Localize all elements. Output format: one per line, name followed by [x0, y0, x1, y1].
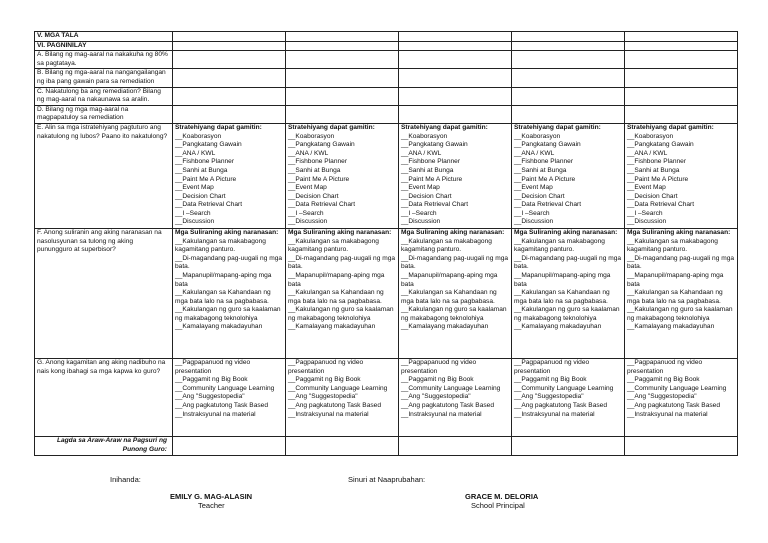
option-item[interactable]: __Ang "Suggestopedia" — [627, 393, 697, 401]
day-cell[interactable] — [512, 105, 625, 123]
row-label-g: G. Anong kagamitan ang aking nadibuho na nais kong ibahagi sa mga kapwa ko guro? — [35, 358, 173, 436]
material-cell[interactable] — [625, 358, 738, 436]
option-item[interactable]: __Kakulangan sa Kahandaan ng mga bata lalo na sa pagbabasa. — [175, 289, 271, 305]
option-item[interactable]: __Fishbone Planner — [627, 158, 687, 166]
principal-title: School Principal — [471, 501, 525, 510]
option-item[interactable]: __Paggamit ng Big Book — [288, 376, 361, 384]
cell-heading: Stratehiyang dapat gamitin: — [627, 123, 714, 131]
option-item[interactable]: __Kakulangan ng guro sa kaalaman ng makabagong teknolohiya — [175, 306, 281, 322]
option-item[interactable]: __ANA / KWL — [627, 149, 668, 157]
day-cell[interactable] — [286, 105, 399, 123]
option-item[interactable]: __Event Map — [175, 184, 214, 192]
option-item[interactable]: __Pagpapanuod ng video presentation — [514, 358, 590, 375]
option-item[interactable]: __Data Retrieval Chart — [288, 201, 356, 209]
strategy-cell[interactable] — [286, 123, 399, 228]
signature-cell[interactable] — [399, 436, 512, 455]
option-item[interactable]: __Decision Chart — [401, 192, 452, 200]
option-item[interactable]: __Kakulangan sa makabagong kagamitang panturo. — [288, 237, 379, 254]
signature-cell[interactable] — [286, 436, 399, 455]
day-cell[interactable] — [286, 69, 399, 87]
cell-heading: Mga Suliraning aking naranasan: — [401, 228, 505, 236]
day-cell[interactable] — [625, 41, 738, 51]
option-item[interactable]: __ANA / KWL — [175, 149, 216, 157]
option-item[interactable]: __Sanhi at Bunga — [401, 166, 454, 174]
option-item[interactable]: __I –Search — [175, 209, 211, 217]
signature-cell[interactable] — [625, 436, 738, 455]
option-item[interactable]: __Fishbone Planner — [288, 158, 348, 166]
signature-cell[interactable] — [173, 436, 286, 455]
option-item[interactable]: __Pagpapanuod ng video presentation — [175, 358, 251, 375]
cell-heading: Mga Suliraning aking naranasan: — [627, 228, 731, 236]
option-item[interactable]: __Paint Me A Picture — [401, 175, 463, 183]
row-c — [35, 87, 738, 105]
day-cell[interactable] — [625, 87, 738, 105]
day-cell[interactable] — [399, 105, 512, 123]
option-item[interactable]: __Kakulangan ng guro sa kaalaman ng makabagong teknolohiya — [288, 306, 394, 322]
option-item[interactable]: __Kakulangan ng guro sa kaalaman ng makabagong teknolohiya — [627, 306, 733, 322]
option-item[interactable]: __Community Language Learning — [288, 384, 388, 392]
material-cell[interactable] — [286, 358, 399, 436]
option-item[interactable]: __Decision Chart — [627, 192, 678, 200]
option-item[interactable]: __Community Language Learning — [514, 384, 614, 392]
option-item[interactable]: __Decision Chart — [514, 192, 565, 200]
option-item[interactable]: __Paggamit ng Big Book — [627, 376, 700, 384]
option-item[interactable]: __Sanhi at Bunga — [514, 166, 567, 174]
row-g — [35, 358, 738, 436]
row-lagda — [35, 436, 738, 455]
prepared-by-label: Inihanda: — [110, 475, 141, 484]
option-item[interactable]: __Community Language Learning — [627, 384, 727, 392]
option-item[interactable]: __ANA / KWL — [288, 149, 329, 157]
option-item[interactable]: __Kakulangan sa makabagong kagamitang panturo. — [401, 237, 492, 254]
day-cell[interactable] — [286, 51, 399, 69]
option-item[interactable]: __Kamalayang makadayuhan — [514, 323, 602, 331]
option-item[interactable]: __Pangkatang Gawain — [288, 141, 355, 149]
reflection-table — [34, 31, 738, 456]
option-item[interactable]: __ANA / KWL — [514, 149, 555, 157]
option-item[interactable]: __I –Search — [288, 209, 324, 217]
day-cell[interactable] — [399, 51, 512, 69]
day-cell[interactable] — [286, 87, 399, 105]
option-item[interactable]: __Di-magandang pag-uugali ng mga bata. — [627, 254, 735, 271]
day-cell[interactable] — [512, 32, 625, 42]
option-item[interactable]: __Ang "Suggestopedia" — [288, 393, 358, 401]
option-item[interactable]: __Event Map — [401, 184, 440, 192]
row-label-b: B. Bilang ng mga-aaral na nangangailangan ng iba pang gawain para sa remediation — [35, 69, 173, 87]
option-item[interactable]: __Pagpapanuod ng video presentation — [627, 358, 703, 375]
option-item[interactable]: __Pangkatang Gawain — [401, 141, 468, 149]
day-cell[interactable] — [399, 69, 512, 87]
problem-cell[interactable] — [399, 228, 512, 358]
option-item[interactable]: __Instraksyunal na material — [288, 410, 369, 418]
option-item[interactable]: __Pangkatang Gawain — [175, 141, 242, 149]
problem-cell[interactable] — [512, 228, 625, 358]
cell-heading: Stratehiyang dapat gamitin: — [175, 123, 262, 131]
row-label-a: A. Bilang ng mag-aaral na nakakuha ng 80% sa pagtataya. — [35, 51, 173, 69]
day-cell[interactable] — [286, 41, 399, 51]
strategy-cell[interactable] — [173, 123, 286, 228]
problem-cell[interactable] — [173, 228, 286, 358]
option-item[interactable]: __Instraksyunal na material — [514, 410, 595, 418]
option-item[interactable]: __Kamalayang makadayuhan — [627, 323, 715, 331]
option-item[interactable]: __Mapanupil/mapang-aping mga bata — [288, 271, 385, 288]
option-item[interactable]: __Community Language Learning — [175, 384, 275, 392]
option-item[interactable]: __Discussion — [627, 218, 667, 226]
day-cell[interactable] — [625, 32, 738, 42]
day-cell[interactable] — [173, 105, 286, 123]
option-item[interactable]: __Kamalayang makadayuhan — [401, 323, 489, 331]
teacher-name: EMILY G. MAG-ALASIN — [170, 492, 253, 501]
row-label-c: C. Nakatulong ba ang remediation? Bilang ng mag-aaral na nakaunawa sa aralin. — [35, 87, 173, 105]
day-cell[interactable] — [399, 32, 512, 42]
option-item[interactable]: __I –Search — [514, 209, 550, 217]
option-item[interactable]: __Ang pagkatutong Task Based — [288, 401, 381, 409]
option-item[interactable]: __Discussion — [514, 218, 554, 226]
day-cell[interactable] — [625, 51, 738, 69]
day-cell[interactable] — [173, 87, 286, 105]
option-item[interactable]: __Ang pagkatutong Task Based — [514, 401, 607, 409]
day-cell[interactable] — [625, 69, 738, 87]
option-item[interactable]: __Paggamit ng Big Book — [514, 376, 587, 384]
option-item[interactable]: __Ang pagkatutong Task Based — [627, 401, 720, 409]
row-e — [35, 123, 738, 228]
option-item[interactable]: __Event Map — [627, 184, 666, 192]
option-item[interactable]: __Kamalayang makadayuhan — [175, 323, 263, 331]
option-item[interactable]: __Ang pagkatutong Task Based — [175, 401, 268, 409]
problem-cell[interactable] — [625, 228, 738, 358]
day-cell[interactable] — [512, 41, 625, 51]
option-item[interactable]: __Decision Chart — [288, 192, 339, 200]
option-item[interactable]: __Kakulangan sa Kahandaan ng mga bata lalo na sa pagbabasa. — [627, 289, 723, 305]
option-item[interactable]: __Paggamit ng Big Book — [175, 376, 248, 384]
option-item[interactable]: __I –Search — [401, 209, 437, 217]
row-label-e: E. Alin sa mga istratehiyang pagtuturo ang nakatulong ng lubos? Paano ito nakatulong? — [35, 123, 173, 228]
option-item[interactable]: __Fishbone Planner — [514, 158, 574, 166]
option-item[interactable]: __Discussion — [288, 218, 328, 226]
signature-block — [0, 475, 768, 535]
option-item[interactable]: __Data Retrieval Chart — [401, 201, 469, 209]
day-cell[interactable] — [286, 32, 399, 42]
row-label-pagninilay: VI. PAGNINILAY — [35, 41, 173, 51]
row-pagninilay — [35, 41, 738, 51]
option-item[interactable]: __Pangkatang Gawain — [627, 141, 694, 149]
option-item[interactable]: __Paint Me A Picture — [288, 175, 350, 183]
option-item[interactable]: __Ang "Suggestopedia" — [514, 393, 584, 401]
option-item[interactable]: __Kakulangan ng guro sa kaalaman ng makabagong teknolohiya — [401, 306, 507, 322]
row-d — [35, 105, 738, 123]
row-label-lagda: Lagda sa Araw-Araw na Pagsuri ng Punong Guro: — [35, 436, 173, 455]
option-item[interactable]: __Koaborasyon — [514, 132, 561, 140]
option-item[interactable]: __Kakulangan sa Kahandaan ng mga bata lalo na sa pagbabasa. — [288, 289, 384, 305]
approved-by-label: Sinuri at Naaprubahan: — [348, 475, 426, 484]
row-f — [35, 228, 738, 358]
day-cell[interactable] — [399, 41, 512, 51]
day-cell[interactable] — [512, 87, 625, 105]
option-item[interactable]: __Koaborasyon — [627, 132, 674, 140]
cell-heading: Stratehiyang dapat gamitin: — [288, 123, 375, 131]
option-item[interactable]: __Pagpapanuod ng video presentation — [288, 358, 364, 375]
day-cell[interactable] — [512, 69, 625, 87]
material-cell[interactable] — [173, 358, 286, 436]
option-item[interactable]: __Fishbone Planner — [175, 158, 235, 166]
option-item[interactable]: __Paint Me A Picture — [175, 175, 237, 183]
option-item[interactable]: __Pangkatang Gawain — [514, 141, 581, 149]
option-item[interactable]: __Discussion — [401, 218, 441, 226]
option-item[interactable]: __Di-magandang pag-uugali ng mga bata. — [288, 254, 396, 271]
day-cell[interactable] — [512, 51, 625, 69]
day-cell[interactable] — [399, 87, 512, 105]
option-item[interactable]: __Ang pagkatutong Task Based — [401, 401, 494, 409]
cell-heading: Stratehiyang dapat gamitin: — [401, 123, 488, 131]
option-item[interactable]: __Kamalayang makadayuhan — [288, 323, 376, 331]
option-item[interactable]: __Sanhi at Bunga — [288, 166, 341, 174]
option-item[interactable]: __Instraksyunal na material — [401, 410, 482, 418]
row-label-mga-tala: V. MGA TALA — [35, 32, 173, 42]
option-item[interactable]: __I –Search — [627, 209, 663, 217]
option-item[interactable]: __ANA / KWL — [401, 149, 442, 157]
option-item[interactable]: __Paint Me A Picture — [514, 175, 576, 183]
option-item[interactable]: __Koaborasyon — [288, 132, 335, 140]
option-item[interactable]: __Kakulangan ng guro sa kaalaman ng makabagong teknolohiya — [514, 306, 620, 322]
row-label-f: F. Anong suliranin ang aking naranasan na nasolusyunan sa tulong ng aking punungguro at superbisor? — [35, 228, 173, 358]
problem-cell[interactable] — [286, 228, 399, 358]
option-item[interactable]: __Instraksyunal na material — [175, 410, 256, 418]
option-item[interactable]: __Di-magandang pag-uugali ng mga bata. — [514, 254, 622, 271]
signature-cell[interactable] — [512, 436, 625, 455]
dll-reflection-sheet — [34, 31, 737, 456]
option-item[interactable]: __Pagpapanuod ng video presentation — [401, 358, 477, 375]
strategy-cell[interactable] — [625, 123, 738, 228]
day-cell[interactable] — [173, 32, 286, 42]
row-label-d: D. Bilang ng mga mag-aaral na magpapatuloy sa remediation — [35, 105, 173, 123]
cell-heading: Stratehiyang dapat gamitin: — [514, 123, 601, 131]
strategy-cell[interactable] — [399, 123, 512, 228]
row-b — [35, 69, 738, 87]
principal-name: GRACE M. DELORIA — [465, 492, 539, 501]
option-item[interactable]: __Event Map — [514, 184, 553, 192]
option-item[interactable]: __Data Retrieval Chart — [627, 201, 695, 209]
cell-heading: Mga Suliraning aking naranasan: — [175, 228, 279, 236]
option-item[interactable]: __Kakulangan sa makabagong kagamitang panturo. — [175, 237, 266, 254]
option-item[interactable]: __Di-magandang pag-uugali ng mga bata. — [175, 254, 283, 271]
day-cell[interactable] — [625, 105, 738, 123]
material-cell[interactable] — [399, 358, 512, 436]
row-a — [35, 51, 738, 69]
option-item[interactable]: __Koaborasyon — [175, 132, 222, 140]
day-cell[interactable] — [173, 41, 286, 51]
option-item[interactable]: __Di-magandang pag-uugali ng mga bata. — [401, 254, 509, 271]
option-item[interactable]: __Kakulangan sa makabagong kagamitang panturo. — [627, 237, 718, 254]
option-item[interactable]: __Fishbone Planner — [401, 158, 461, 166]
teacher-title: Teacher — [198, 501, 225, 510]
day-cell[interactable] — [173, 69, 286, 87]
option-item[interactable]: __Mapanupil/mapang-aping mga bata — [514, 271, 611, 288]
option-item[interactable]: __Instraksyunal na material — [627, 410, 708, 418]
option-item[interactable]: __Paint Me A Picture — [627, 175, 689, 183]
cell-heading: Mga Suliraning aking naranasan: — [288, 228, 392, 236]
option-item[interactable]: __Discussion — [175, 218, 215, 226]
option-item[interactable]: __Data Retrieval Chart — [514, 201, 582, 209]
option-item[interactable]: __Sanhi at Bunga — [627, 166, 680, 174]
option-item[interactable]: __Data Retrieval Chart — [175, 201, 243, 209]
option-item[interactable]: __Event Map — [288, 184, 327, 192]
option-item[interactable]: __Mapanupil/mapang-aping mga bata — [401, 271, 498, 288]
option-item[interactable]: __Ang "Suggestopedia" — [175, 393, 245, 401]
option-item[interactable]: __Koaborasyon — [401, 132, 448, 140]
option-item[interactable]: __Ang "Suggestopedia" — [401, 393, 471, 401]
option-item[interactable]: __Decision Chart — [175, 192, 226, 200]
option-item[interactable]: __Community Language Learning — [401, 384, 501, 392]
option-item[interactable]: __Sanhi at Bunga — [175, 166, 228, 174]
option-item[interactable]: __Mapanupil/mapang-aping mga bata — [175, 271, 272, 288]
day-cell[interactable] — [173, 51, 286, 69]
option-item[interactable]: __Paggamit ng Big Book — [401, 376, 474, 384]
material-cell[interactable] — [512, 358, 625, 436]
strategy-cell[interactable] — [512, 123, 625, 228]
option-item[interactable]: __Mapanupil/mapang-aping mga bata — [627, 271, 724, 288]
option-item[interactable]: __Kakulangan sa Kahandaan ng mga bata lalo na sa pagbabasa. — [514, 289, 610, 305]
option-item[interactable]: __Kakulangan sa Kahandaan ng mga bata lalo na sa pagbabasa. — [401, 289, 497, 305]
option-item[interactable]: __Kakulangan sa makabagong kagamitang panturo. — [514, 237, 605, 254]
row-mga-tala — [35, 32, 738, 42]
cell-heading: Mga Suliraning aking naranasan: — [514, 228, 618, 236]
